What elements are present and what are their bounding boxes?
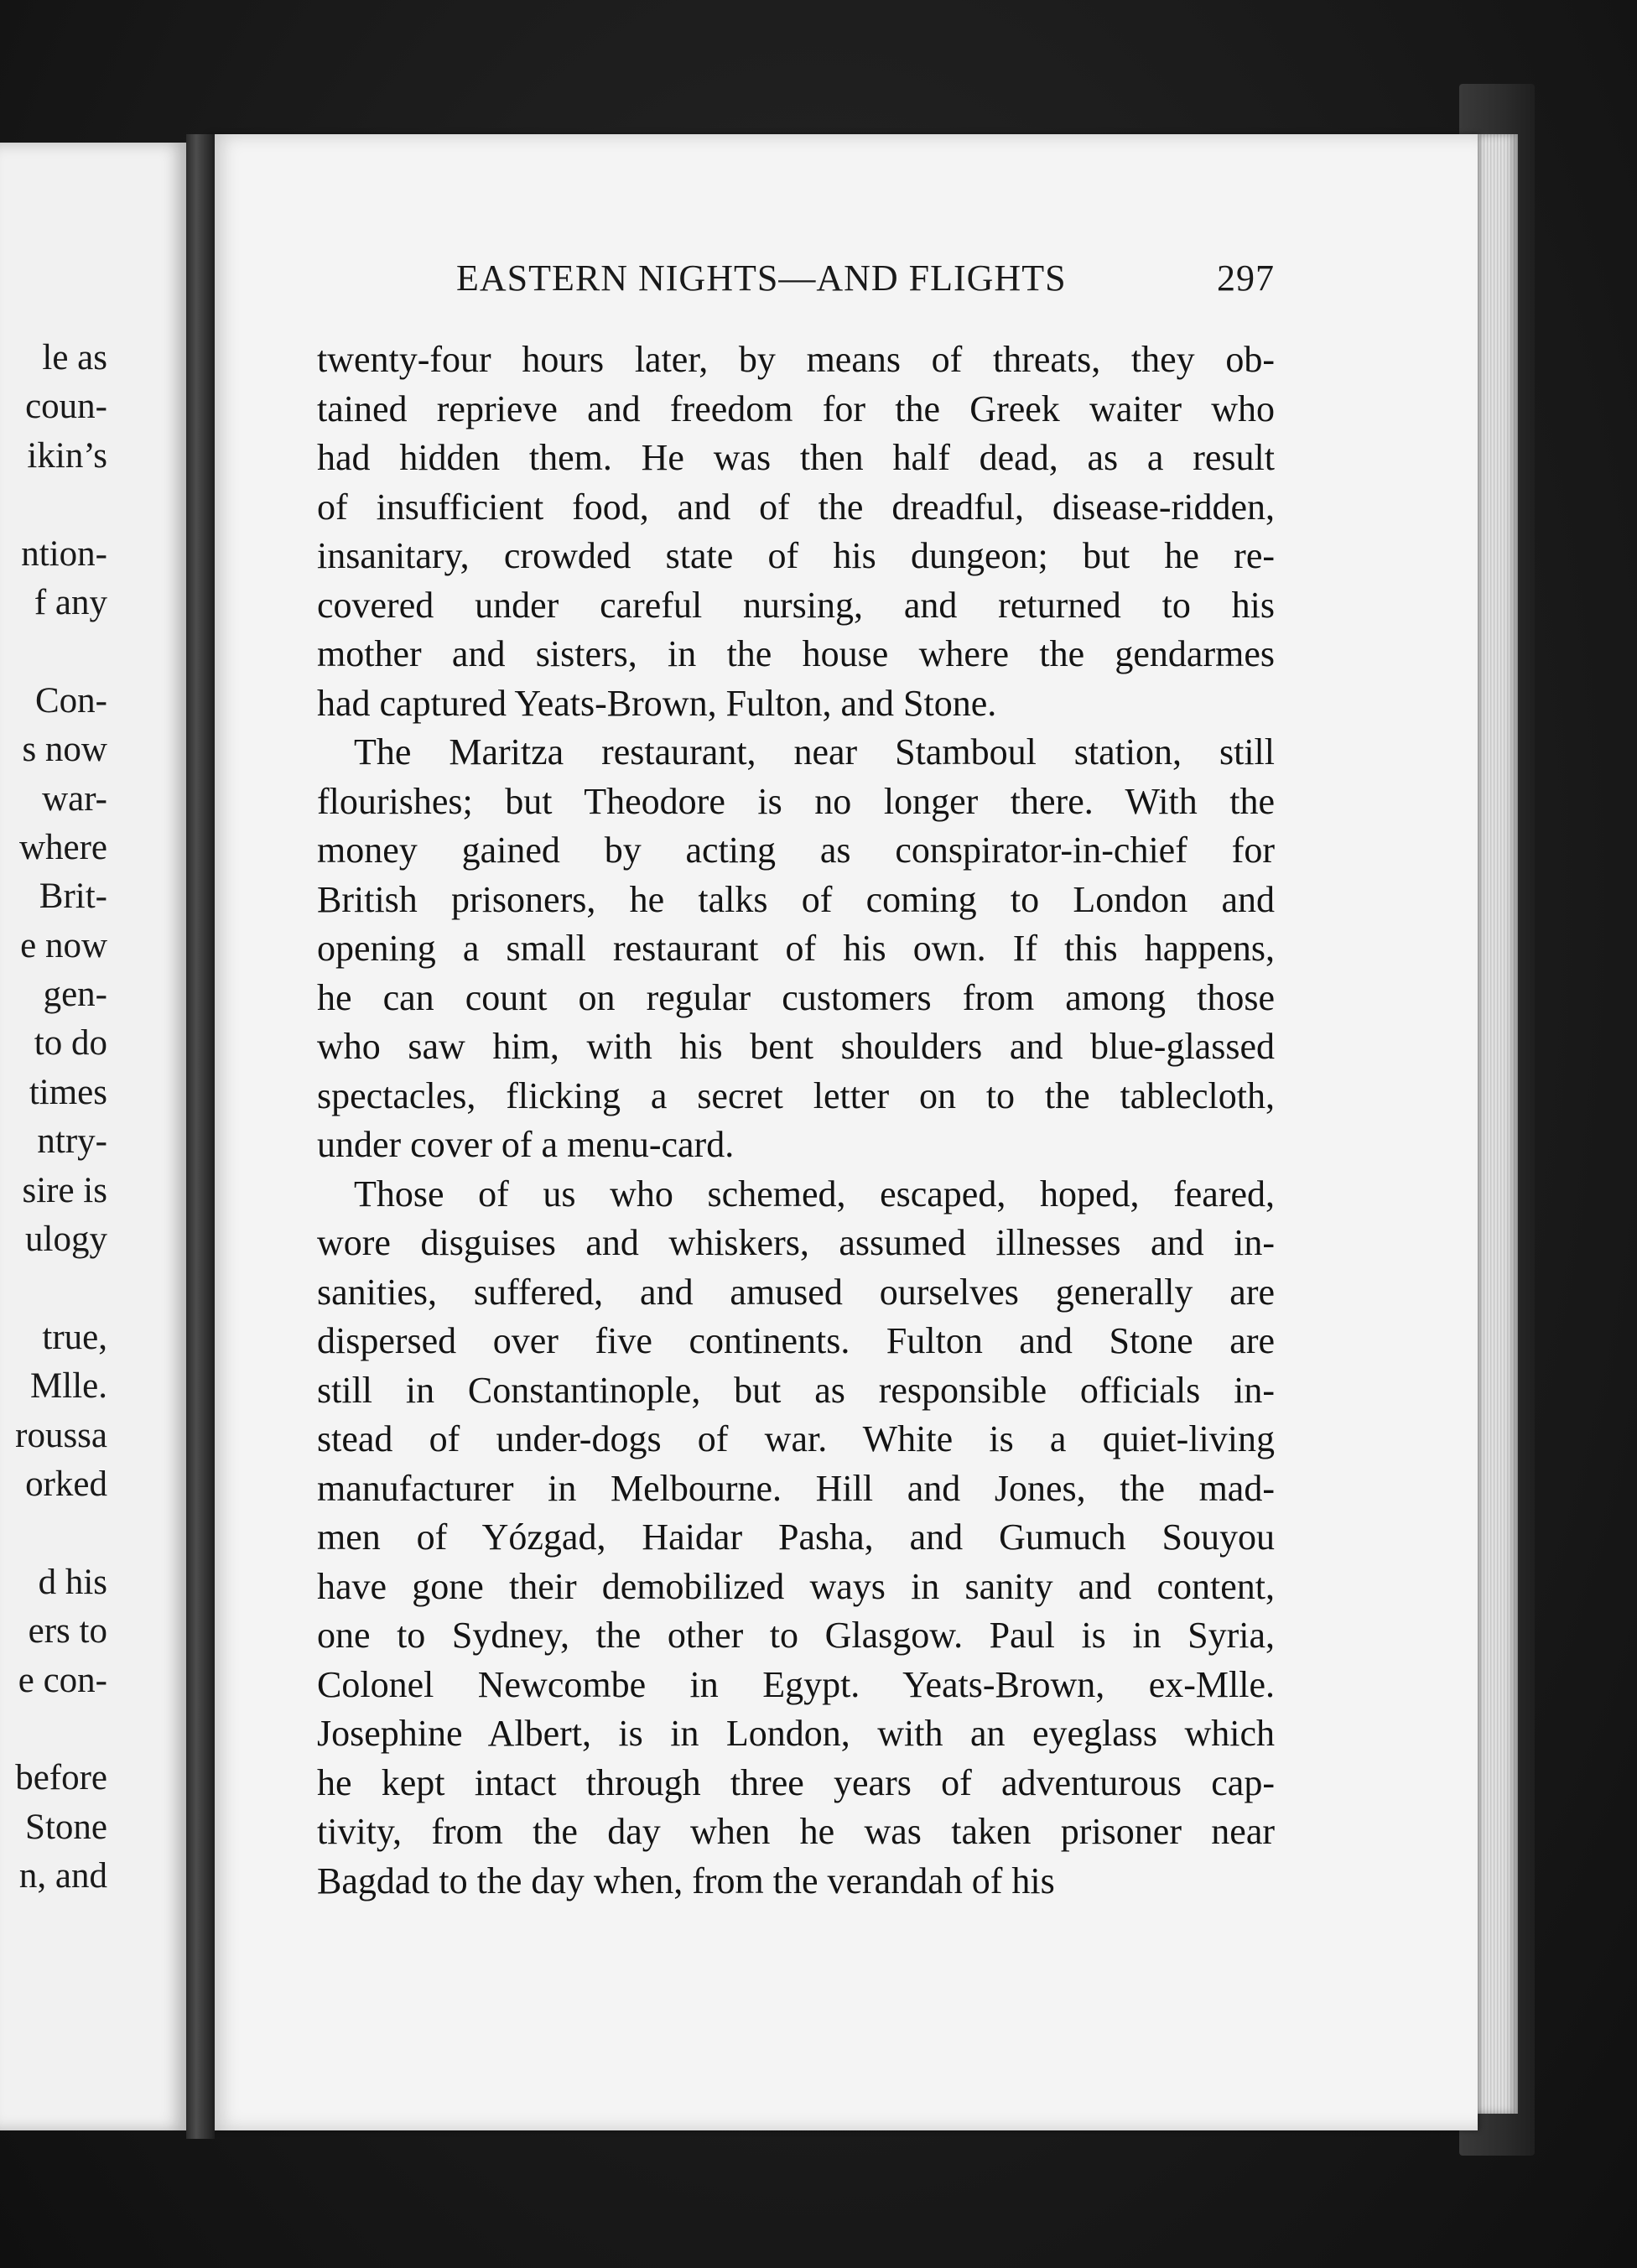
text-line: he kept intact through three years of adventurous cap- (317, 1761, 1275, 1803)
left-page-line: coun- (25, 387, 107, 427)
text-line: Colonel Newcombe in Egypt. Yeats-Brown, ex-Mlle. (317, 1663, 1275, 1705)
text-line: British prisoners, he talks of coming to London and (317, 878, 1275, 920)
text-line: flourishes; but Theodore is no longer there. With the (317, 780, 1275, 822)
left-page-line: ntry- (37, 1121, 107, 1162)
left-page-line: ikin’s (27, 435, 107, 476)
left-page-line: sire is (22, 1170, 107, 1210)
left-page-line: gen- (43, 975, 107, 1015)
left-page-line: ntion- (21, 533, 107, 574)
text-line: covered under careful nursing, and returned to his (317, 584, 1275, 626)
running-head (314, 257, 1275, 307)
left-page-line: d his (38, 1562, 107, 1602)
paragraph (317, 336, 1275, 728)
text-line: have gone their demobilized ways in sanity and content, (317, 1565, 1275, 1607)
left-page-line: ulogy (25, 1220, 107, 1260)
left-page-line: Con- (35, 680, 107, 720)
text-line: who saw him, with his bent shoulders and blue-glassed (317, 1026, 1275, 1067)
text-line: tivity, from the day when he was taken prisoner near (317, 1811, 1275, 1852)
running-head-title: EASTERN NIGHTS—AND FLIGHTS (456, 257, 1067, 299)
left-page-line: le as (42, 338, 107, 377)
text-line: The Maritza restaurant, near Stamboul station, still (354, 731, 1275, 772)
left-page-line (0, 481, 107, 529)
left-page-line: n, and (18, 1856, 107, 1896)
left-page-line: s now (22, 730, 107, 770)
left-page-line: war- (42, 778, 107, 819)
left-page-line: f any (34, 582, 107, 622)
left-page-line: before (15, 1758, 107, 1798)
left-page-line (0, 1705, 107, 1754)
text-line: Bagdad to the day when, from the verandah of his (317, 1860, 1055, 1901)
text-line: under cover of a menu-card. (317, 1124, 735, 1165)
left-page-line: e con- (18, 1660, 107, 1700)
left-page-line: to do (34, 1023, 107, 1064)
text-line: Josephine Albert, is in London, with an eyeglass which (317, 1713, 1275, 1754)
text-line: tained reprieve and freedom for the Greek waiter who (317, 388, 1275, 429)
left-page-line: Mlle. (30, 1366, 107, 1407)
paragraph (317, 728, 1275, 1170)
text-line: dispersed over five continents. Fulton and Stone are (317, 1320, 1275, 1361)
text-line: opening a small restaurant of his own. If this happens, (317, 928, 1275, 969)
left-page-line (0, 1509, 107, 1558)
text-line: had captured Yeats-Brown, Fulton, and Stone. (317, 682, 997, 724)
text-line: still in Constantinople, but as responsible officials in- (317, 1369, 1275, 1411)
text-line: he can count on regular customers from among those (317, 976, 1275, 1018)
left-page-line: e now (20, 925, 107, 965)
left-page-line: roussa (15, 1415, 107, 1455)
left-page-line: Brit- (39, 877, 107, 917)
left-page-line: ers to (28, 1611, 107, 1652)
left-page-text (0, 334, 107, 1901)
left-page-line (0, 627, 107, 676)
text-line: stead of under-dogs of war. White is a quiet-living (317, 1418, 1275, 1459)
left-page-line: true, (42, 1317, 107, 1357)
left-page-line: where (18, 827, 107, 867)
text-line: mother and sisters, in the house where the gendarmes (317, 633, 1275, 674)
text-line: spectacles, flicking a secret letter on to the tablecloth, (317, 1074, 1275, 1116)
text-line: wore disguises and whiskers, assumed illnesses and in- (317, 1222, 1275, 1263)
page-number: 297 (1217, 257, 1275, 299)
paragraph (317, 1170, 1275, 1906)
left-page-line: times (29, 1072, 107, 1112)
text-line: insanitary, crowded state of his dungeon; but he re- (317, 535, 1275, 576)
text-line: men of Yózgad, Haidar Pasha, and Gumuch Souyou (317, 1516, 1275, 1558)
body-text (317, 336, 1275, 1906)
text-line: of insufficient food, and of the dreadful, disease-ridden, (317, 486, 1275, 528)
text-line: Those of us who schemed, escaped, hoped, feared, (354, 1173, 1275, 1215)
text-line: twenty-four hours later, by means of threats, they ob- (317, 339, 1275, 380)
text-line: manufacturer in Melbourne. Hill and Jones, the mad- (317, 1467, 1275, 1509)
text-line: money gained by acting as conspirator-in-chief for (317, 830, 1275, 871)
text-line: sanities, suffered, and amused ourselves generally are (317, 1271, 1275, 1313)
text-line: one to Sydney, the other to Glasgow. Paul is in Syria, (317, 1615, 1275, 1656)
left-page-line: orked (25, 1464, 107, 1504)
text-line: had hidden them. He was then half dead, as a result (317, 437, 1275, 478)
book-gutter (186, 134, 215, 2139)
left-page-line (0, 1264, 107, 1313)
left-page-line: Stone (25, 1807, 107, 1847)
